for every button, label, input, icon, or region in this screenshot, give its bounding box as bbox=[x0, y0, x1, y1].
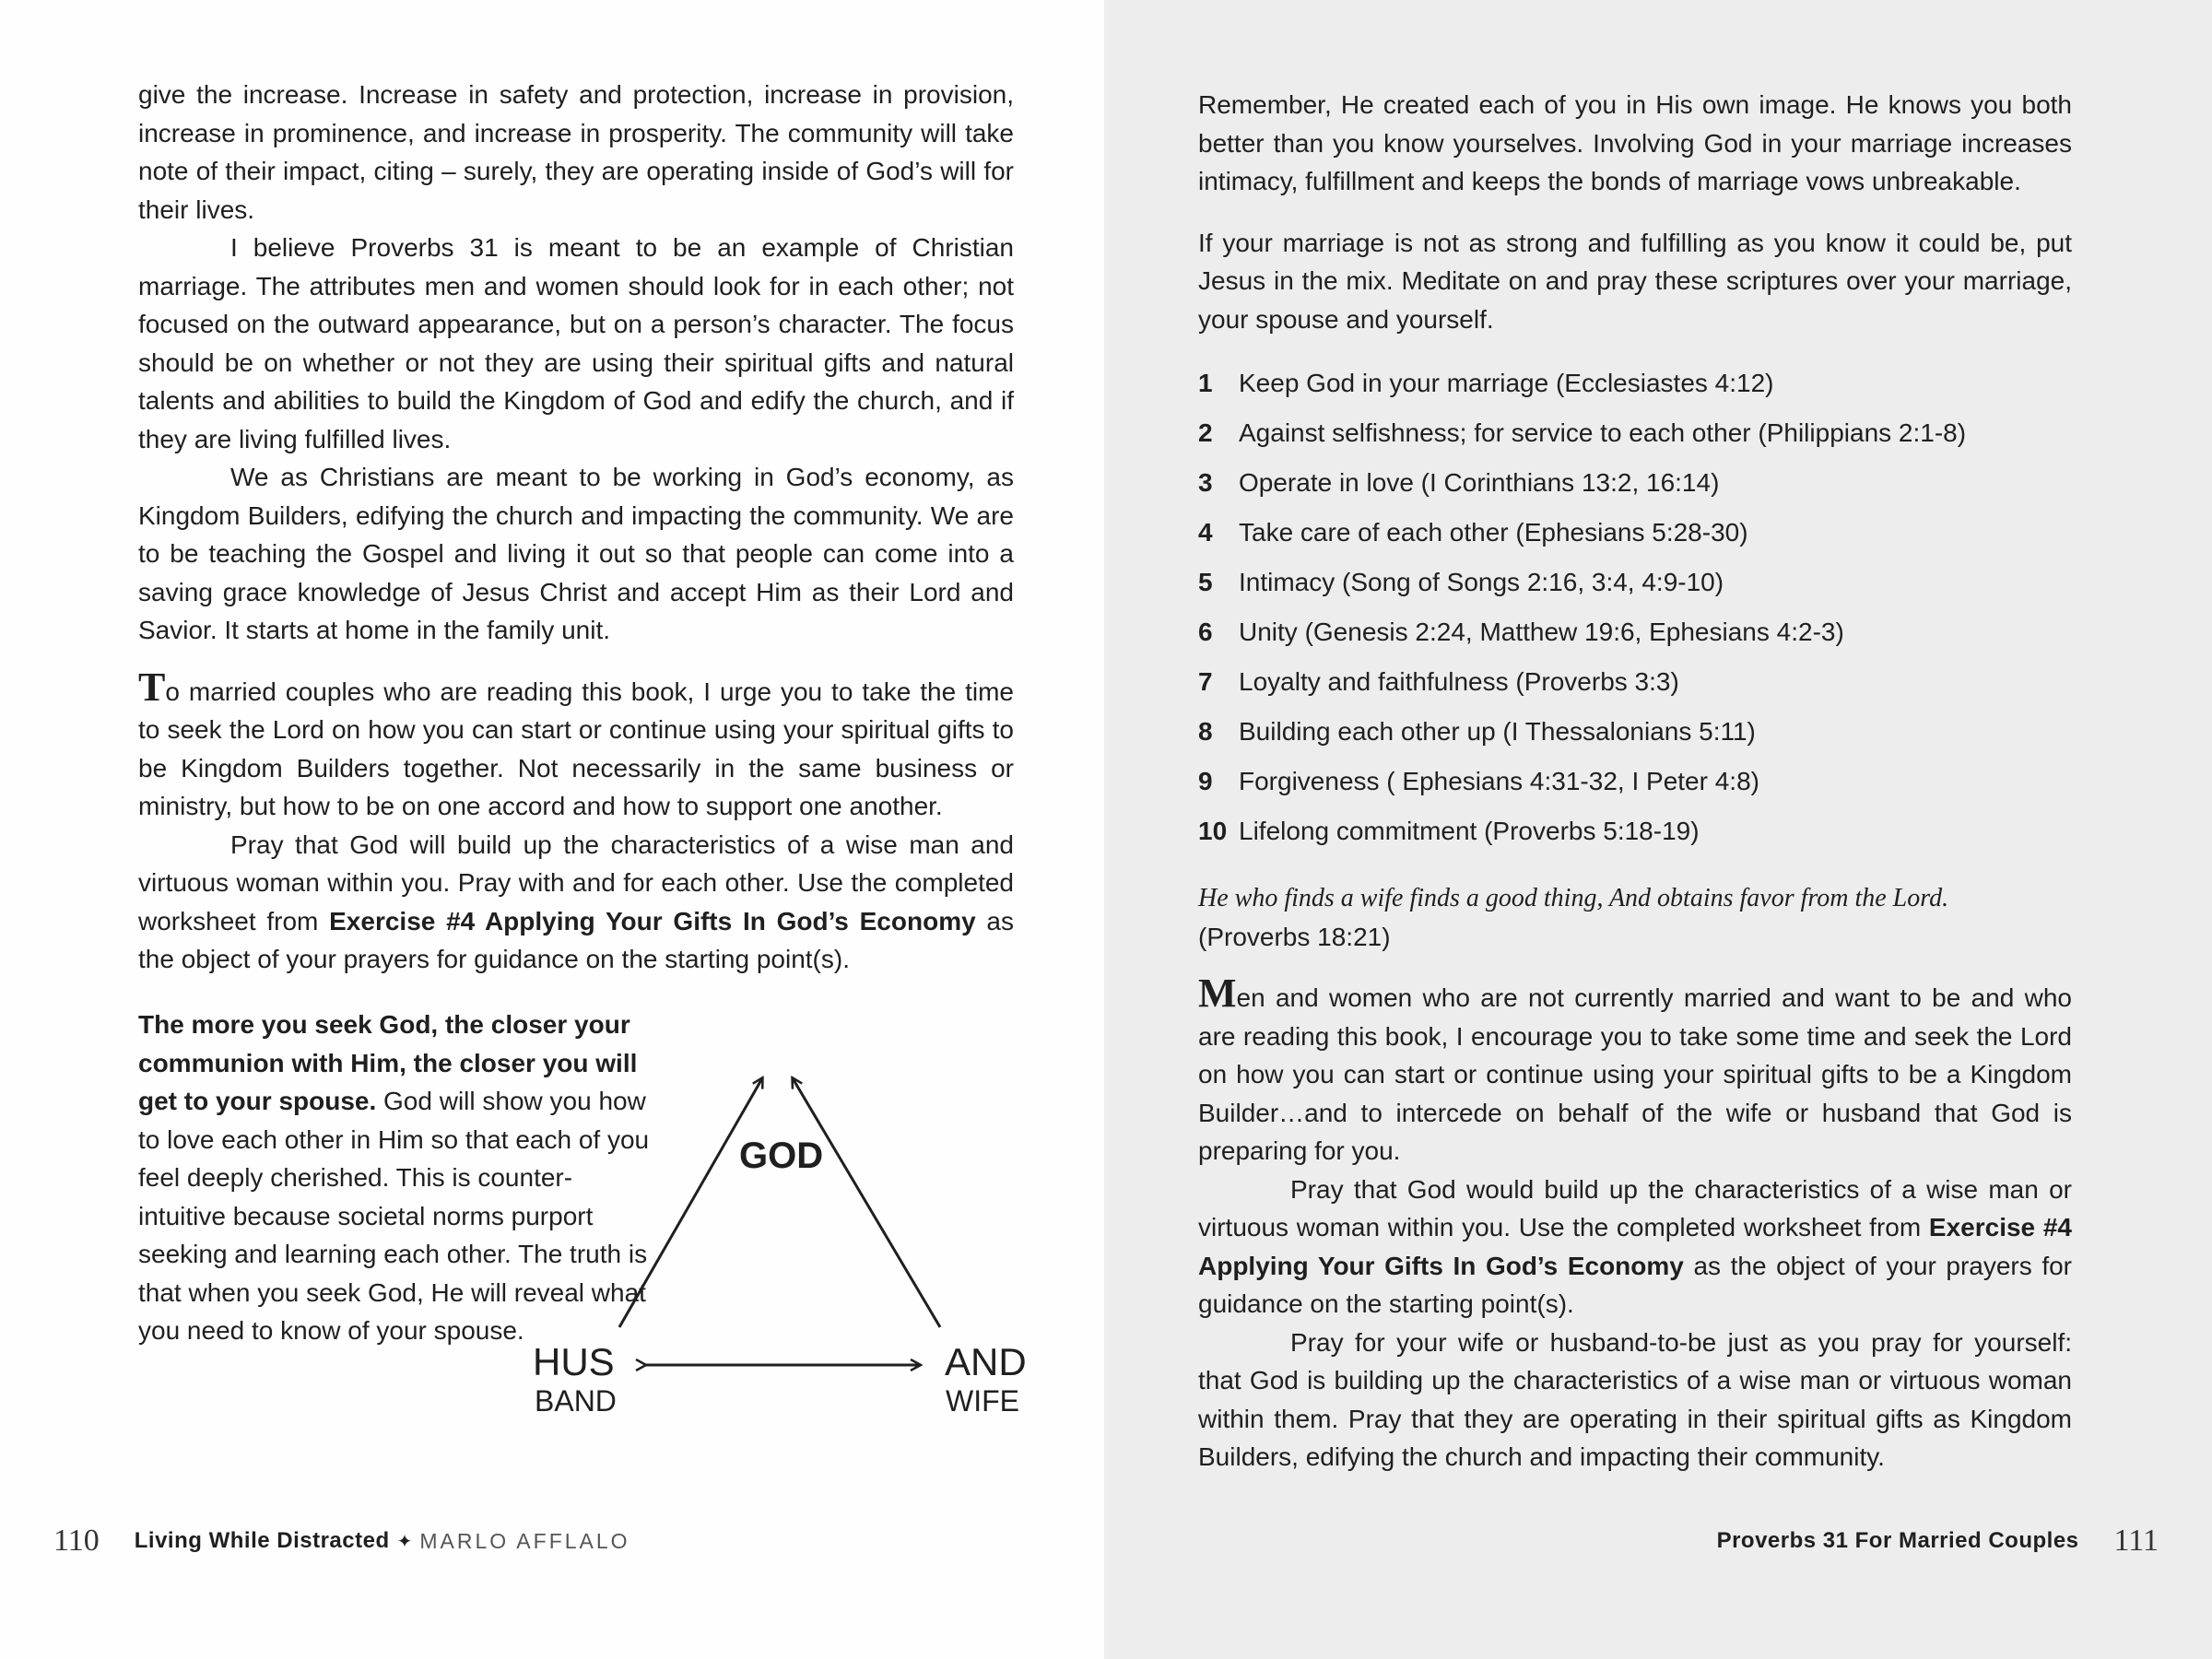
chapter-title: Proverbs 31 For Married Couples bbox=[1716, 1528, 2079, 1553]
book-title: Living While Distracted bbox=[134, 1528, 390, 1553]
scripture-number: 8 bbox=[1198, 717, 1213, 747]
exercise-reference: Exercise #4 Applying Your Gifts In God’s Economy bbox=[329, 906, 976, 935]
scripture-text: Take care of each other (Ephesians 5:28-30) bbox=[1239, 518, 1748, 547]
scripture-number: 6 bbox=[1198, 618, 1213, 647]
scripture-text: Lifelong commitment (Proverbs 5:18-19) bbox=[1239, 817, 1700, 846]
page-number-right: 111 bbox=[2113, 1524, 2159, 1558]
paragraph-singles: Men and women who are not currently married and want to be and who are reading this book, I encourage you to take some time and seek the Lord on how you can start or continue using your spiritual gifts to be a Kingdom Builder…and to intercede on behalf of the wife or husband that God is preparing for you. bbox=[1198, 971, 2072, 1165]
right-page bbox=[1104, 0, 2212, 1659]
scripture-item bbox=[1198, 806, 2072, 856]
exercise-reference: Exercise #4 Applying Your Gifts In God’s Economy bbox=[1198, 1213, 2072, 1280]
proverbs-verse: He who finds a wife finds a good thing, And obtains favor from the Lord. bbox=[1198, 884, 1949, 912]
drop-cap: M bbox=[1198, 971, 1237, 1016]
left-page bbox=[0, 0, 1104, 1659]
scripture-text: Against selfishness; for service to each other (Philippians 2:1-8) bbox=[1239, 418, 1967, 448]
scripture-text: Operate in love (I Corinthians 13:2, 16:14) bbox=[1239, 468, 1720, 498]
scripture-item bbox=[1198, 458, 2072, 508]
drop-cap: T bbox=[138, 664, 166, 710]
scripture-text: Building each other up (I Thessalonians 5:11) bbox=[1239, 717, 1756, 747]
paragraph-remember: Remember, He created each of you in His own image. He knows you both better than you know yourselves. Involving God in your marriage increases intimacy, fulfillment and keeps the bonds of marriage vows unbreakable. bbox=[1198, 90, 2072, 195]
scripture-text: Forgiveness ( Ephesians 4:31-32, I Peter 4:8) bbox=[1239, 767, 1759, 796]
scripture-item bbox=[1198, 359, 2072, 408]
left-body-text bbox=[138, 76, 1014, 979]
paragraph-increase: give the increase. Increase in safety and protection, increase in provision, increase in prominence, and increase in prosperity. The community will take note of their impact, citing – surely, they are operating inside of God’s will for their lives. bbox=[138, 80, 1014, 224]
scripture-item bbox=[1198, 607, 2072, 657]
scripture-item bbox=[1198, 707, 2072, 757]
label-hus: HUS bbox=[533, 1340, 615, 1383]
scripture-item bbox=[1198, 408, 2072, 458]
paragraph-married-couples: To married couples who are reading this book, I urge you to take the time to seek the Lord on how you can start or continue using your spiritual gifts to be Kingdom Builders together. Not necessarily in the same business or ministry, but how to be on one accord and how to support one another. bbox=[138, 664, 1014, 820]
page-number-left: 110 bbox=[53, 1524, 100, 1558]
scripture-text: Loyalty and faithfulness (Proverbs 3:3) bbox=[1239, 667, 1679, 697]
paragraph-jesus-in-mix: If your marriage is not as strong and fulfilling as you know it could be, put Jesus in the mix. Meditate on and pray these scriptures over your marriage, your spouse and yourself. bbox=[1198, 228, 2072, 334]
right-body-text bbox=[1198, 86, 2072, 1477]
arrow-husband-to-god bbox=[619, 1078, 762, 1327]
diamond-separator-icon: ✦ bbox=[396, 1531, 413, 1552]
scripture-item bbox=[1198, 757, 2072, 806]
scripture-text: Keep God in your marriage (Ecclesiastes 4:12) bbox=[1239, 369, 1774, 398]
paragraph-pray-spouse: Pray for your wife or husband-to-be just as you pray for yourself: that God is building up the characteristics of a wise man or virtuous woman within them. Pray that they are operating in their spiritual gifts as Kingdom Builders, edifying the church and impacting their community. bbox=[1198, 1327, 2072, 1471]
paragraph-gods-economy: We as Christians are meant to be working in God’s economy, as Kingdom Builders, edifying the church and impacting the community. We are to be teaching the Gospel and living it out so that people can come into a saving grace knowledge of Jesus Christ and accept Him as their Lord and Savior. It starts at home in the family unit. bbox=[138, 463, 1014, 644]
paragraph-pray: Pray that God will build up the characteristics of a wise man and virtuous woman within you. Pray with and for each other. Use the completed worksheet from Exercise #4 Applying Your Gifts In God’s Economy as the object of your prayers for guidance on the starting point(s). bbox=[138, 830, 1014, 973]
scripture-number: 1 bbox=[1198, 369, 1213, 398]
callout-bold: The more you seek God, the closer your communion with Him, the closer you will get to your spouse. bbox=[138, 1010, 638, 1115]
scripture-number: 4 bbox=[1198, 518, 1213, 547]
scripture-text: Unity (Genesis 2:24, Matthew 19:6, Ephesians 4:2-3) bbox=[1239, 618, 1844, 647]
scripture-number: 2 bbox=[1198, 418, 1213, 448]
label-band: BAND bbox=[535, 1384, 617, 1418]
label-and: AND bbox=[945, 1340, 1027, 1383]
scripture-number: 3 bbox=[1198, 468, 1213, 498]
callout-text: The more you seek God, the closer your communion with Him, the closer you will get to your spouse. God will show you how to love each other in Him so that each of you feel deeply cherished. This is counter-intuitive because societal norms purport seeking and learning each other. The truth is that when you seek God, He will reveal what you need to know of your spouse. bbox=[138, 1010, 650, 1345]
scripture-number: 10 bbox=[1198, 817, 1228, 846]
scripture-number: 9 bbox=[1198, 767, 1213, 796]
scripture-number: 7 bbox=[1198, 667, 1213, 697]
scripture-item bbox=[1198, 657, 2072, 707]
author-name: MARLO AFFLALO bbox=[419, 1528, 630, 1553]
scripture-item bbox=[1198, 558, 2072, 607]
label-god: GOD bbox=[739, 1135, 824, 1176]
scripture-item bbox=[1198, 508, 2072, 558]
scripture-number: 5 bbox=[1198, 568, 1213, 597]
god-marriage-triangle-diagram bbox=[516, 1051, 1032, 1438]
label-wife: WIFE bbox=[946, 1384, 1019, 1418]
verse-reference: (Proverbs 18:21) bbox=[1198, 922, 1391, 951]
paragraph-pray-wise: Pray that God would build up the characteristics of a wise man or virtuous woman within you. Use the completed worksheet from Exercise #4 Applying Your Gifts In God’s Economy as the object of your prayers for guidance on the starting point(s). bbox=[1198, 1174, 2072, 1318]
scripture-text: Intimacy (Song of Songs 2:16, 3:4, 4:9-10) bbox=[1239, 568, 1724, 597]
left-footer bbox=[53, 1523, 630, 1559]
arrow-wife-to-god bbox=[793, 1078, 940, 1327]
right-footer bbox=[1717, 1523, 2159, 1559]
scripture-list bbox=[1198, 359, 2072, 856]
paragraph-proverbs-31: I believe Proverbs 31 is meant to be an example of Christian marriage. The attributes men and women should look for in each other; not focused on the outward appearance, but on a person’s character. The focus should be on whether or not they are using their spiritual gifts and natural talents and abilities to build the Kingdom of God and edify the church, and if they are living fulfilled lives. bbox=[138, 233, 1014, 453]
